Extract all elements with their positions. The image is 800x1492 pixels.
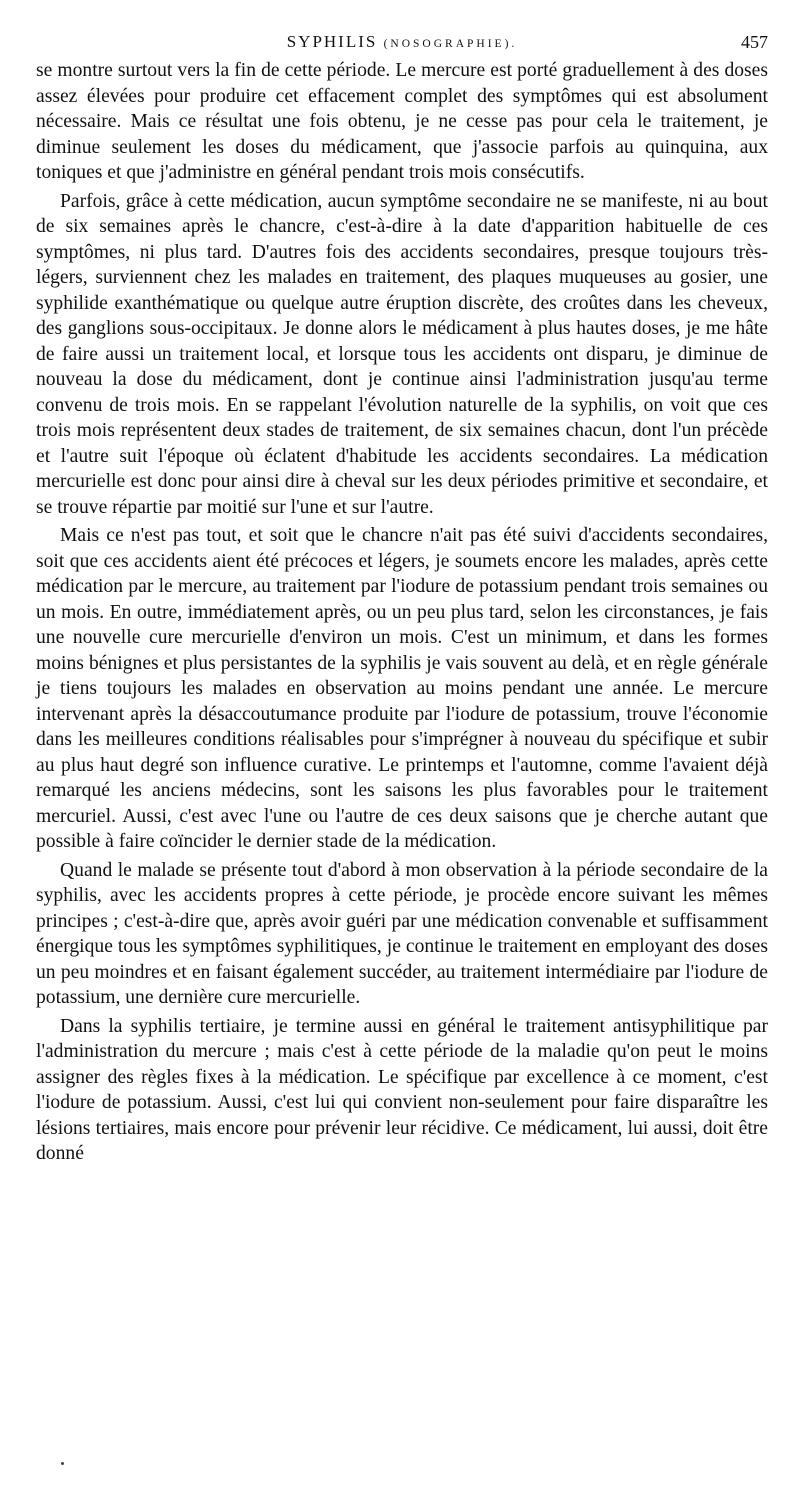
paragraph-4: Quand le malade se présente tout d'abord à mon observation à la période secondaire de la syphilis, avec les accidents propres à cette période, je procède encore suivant les mêmes principes ; c'est-à-dire que, après avoir guéri par une médication convenable et suffisamment énergique tous les symptômes syphilitiques, je continue le traitement en employant des doses un peu moindres et en faisant également succéder, au traitement intermédiaire par l'iodure de potassium, une dernière cure mercurielle. bbox=[36, 859, 768, 1008]
paragraph-1: se montre surtout vers la fin de cette période. Le mercure est porté graduellement à des doses assez élevées pour produire cet effacement complet des symptômes qui est absolument nécessaire. Mais ce résultat une fois obtenu, je ne cesse pas pour cela le traitement, je diminue seulement les doses du médicament, que j'associe parfois au quinquina, aux toniques et que j'administre en général pendant trois mois consécutifs. bbox=[36, 60, 768, 183]
paragraph-5: Dans la syphilis tertiaire, je termine aussi en général le traitement antisyphilitique par l'administration du mercure ; mais c'est à cette période de la maladie qu'on peut le moins assigner des règles fixes à la médication. Le spécifique par excellence à ce moment, c'est l'iodure de potassium. Aussi, c'est lui qui convient non-seulement pour faire disparaître les lésions tertiaires, mais encore pour prévenir leur récidive. Ce médicament, lui aussi, doit être donné bbox=[36, 1015, 768, 1164]
page-number: 457 bbox=[741, 32, 768, 52]
body-text bbox=[36, 58, 768, 1167]
running-head bbox=[36, 30, 768, 54]
print-speck bbox=[61, 1462, 64, 1465]
running-title bbox=[36, 30, 768, 56]
paragraph-3: Mais ce n'est pas tout, et soit que le chancre n'ait pas été suivi d'accidents secondaires, soit que ces accidents aient été précoces et légers, je soumets encore les malades, après cette médication par le mercure, au traitement par l'iodure de potassium pendant trois semaines ou un mois. En outre, immédiatement après, ou un peu plus tard, selon les circonstances, je fais une nouvelle cure mercurielle d'environ un mois. C'est un minimum, et dans les formes moins bénignes et plus persistantes de la syphilis je vais souvent au delà, et en règle générale je tiens toujours les malades en observation au moins pendant une année. Le mercure intervenant après la désaccoutumance produite par l'iodure de potassium, trouve l'économie dans les meilleures conditions réalisables pour s'imprégner à nouveau du spécifique et subir au plus haut degré son influence curative. Le printemps et l'automne, comme l'avaient déjà remarqué les anciens médecins, sont les saisons les plus favorables pour le traitement mercuriel. Aussi, c'est avec l'une ou l'autre de ces deux saisons que je cherche autant que possible à faire coïncider le dernier stade de la médication. bbox=[36, 525, 768, 852]
page bbox=[36, 30, 768, 1170]
running-title-subtitle: (NOSOGRAPHIE). bbox=[383, 38, 518, 50]
running-title-main: SYPHILIS bbox=[286, 32, 378, 51]
paragraph-2: Parfois, grâce à cette médication, aucun symptôme secondaire ne se manifeste, ni au bout de six semaines après le chancre, c'est-à-dire à la date d'apparition habituelle de ces symptômes, ni plus tard. D'autres fois des accidents secondaires, presque toujours très-légers, surviennent chez les malades en traitement, des plaques muqueuses au gosier, une syphilide exanthématique ou quelque autre éruption discrète, des croûtes dans les cheveux, des ganglions sous-occipitaux. Je donne alors le médicament à plus hautes doses, je me hâte de faire aussi un traitement local, et lorsque tous les accidents ont disparu, je diminue de nouveau la dose du médicament, dont je continue ainsi l'administration jusqu'au terme convenu de trois mois. En se rappelant l'évolution naturelle de la syphilis, on voit que ces trois mois représentent deux stades de traitement, de six semaines chacun, dont l'un précède et l'autre suit l'époque où éclatent d'habitude les accidents secondaires. La médication mercurielle est donc pour ainsi dire à cheval sur les deux périodes primitive et secondaire, et se trouve répartie par moitié sur l'une et sur l'autre. bbox=[36, 190, 768, 518]
